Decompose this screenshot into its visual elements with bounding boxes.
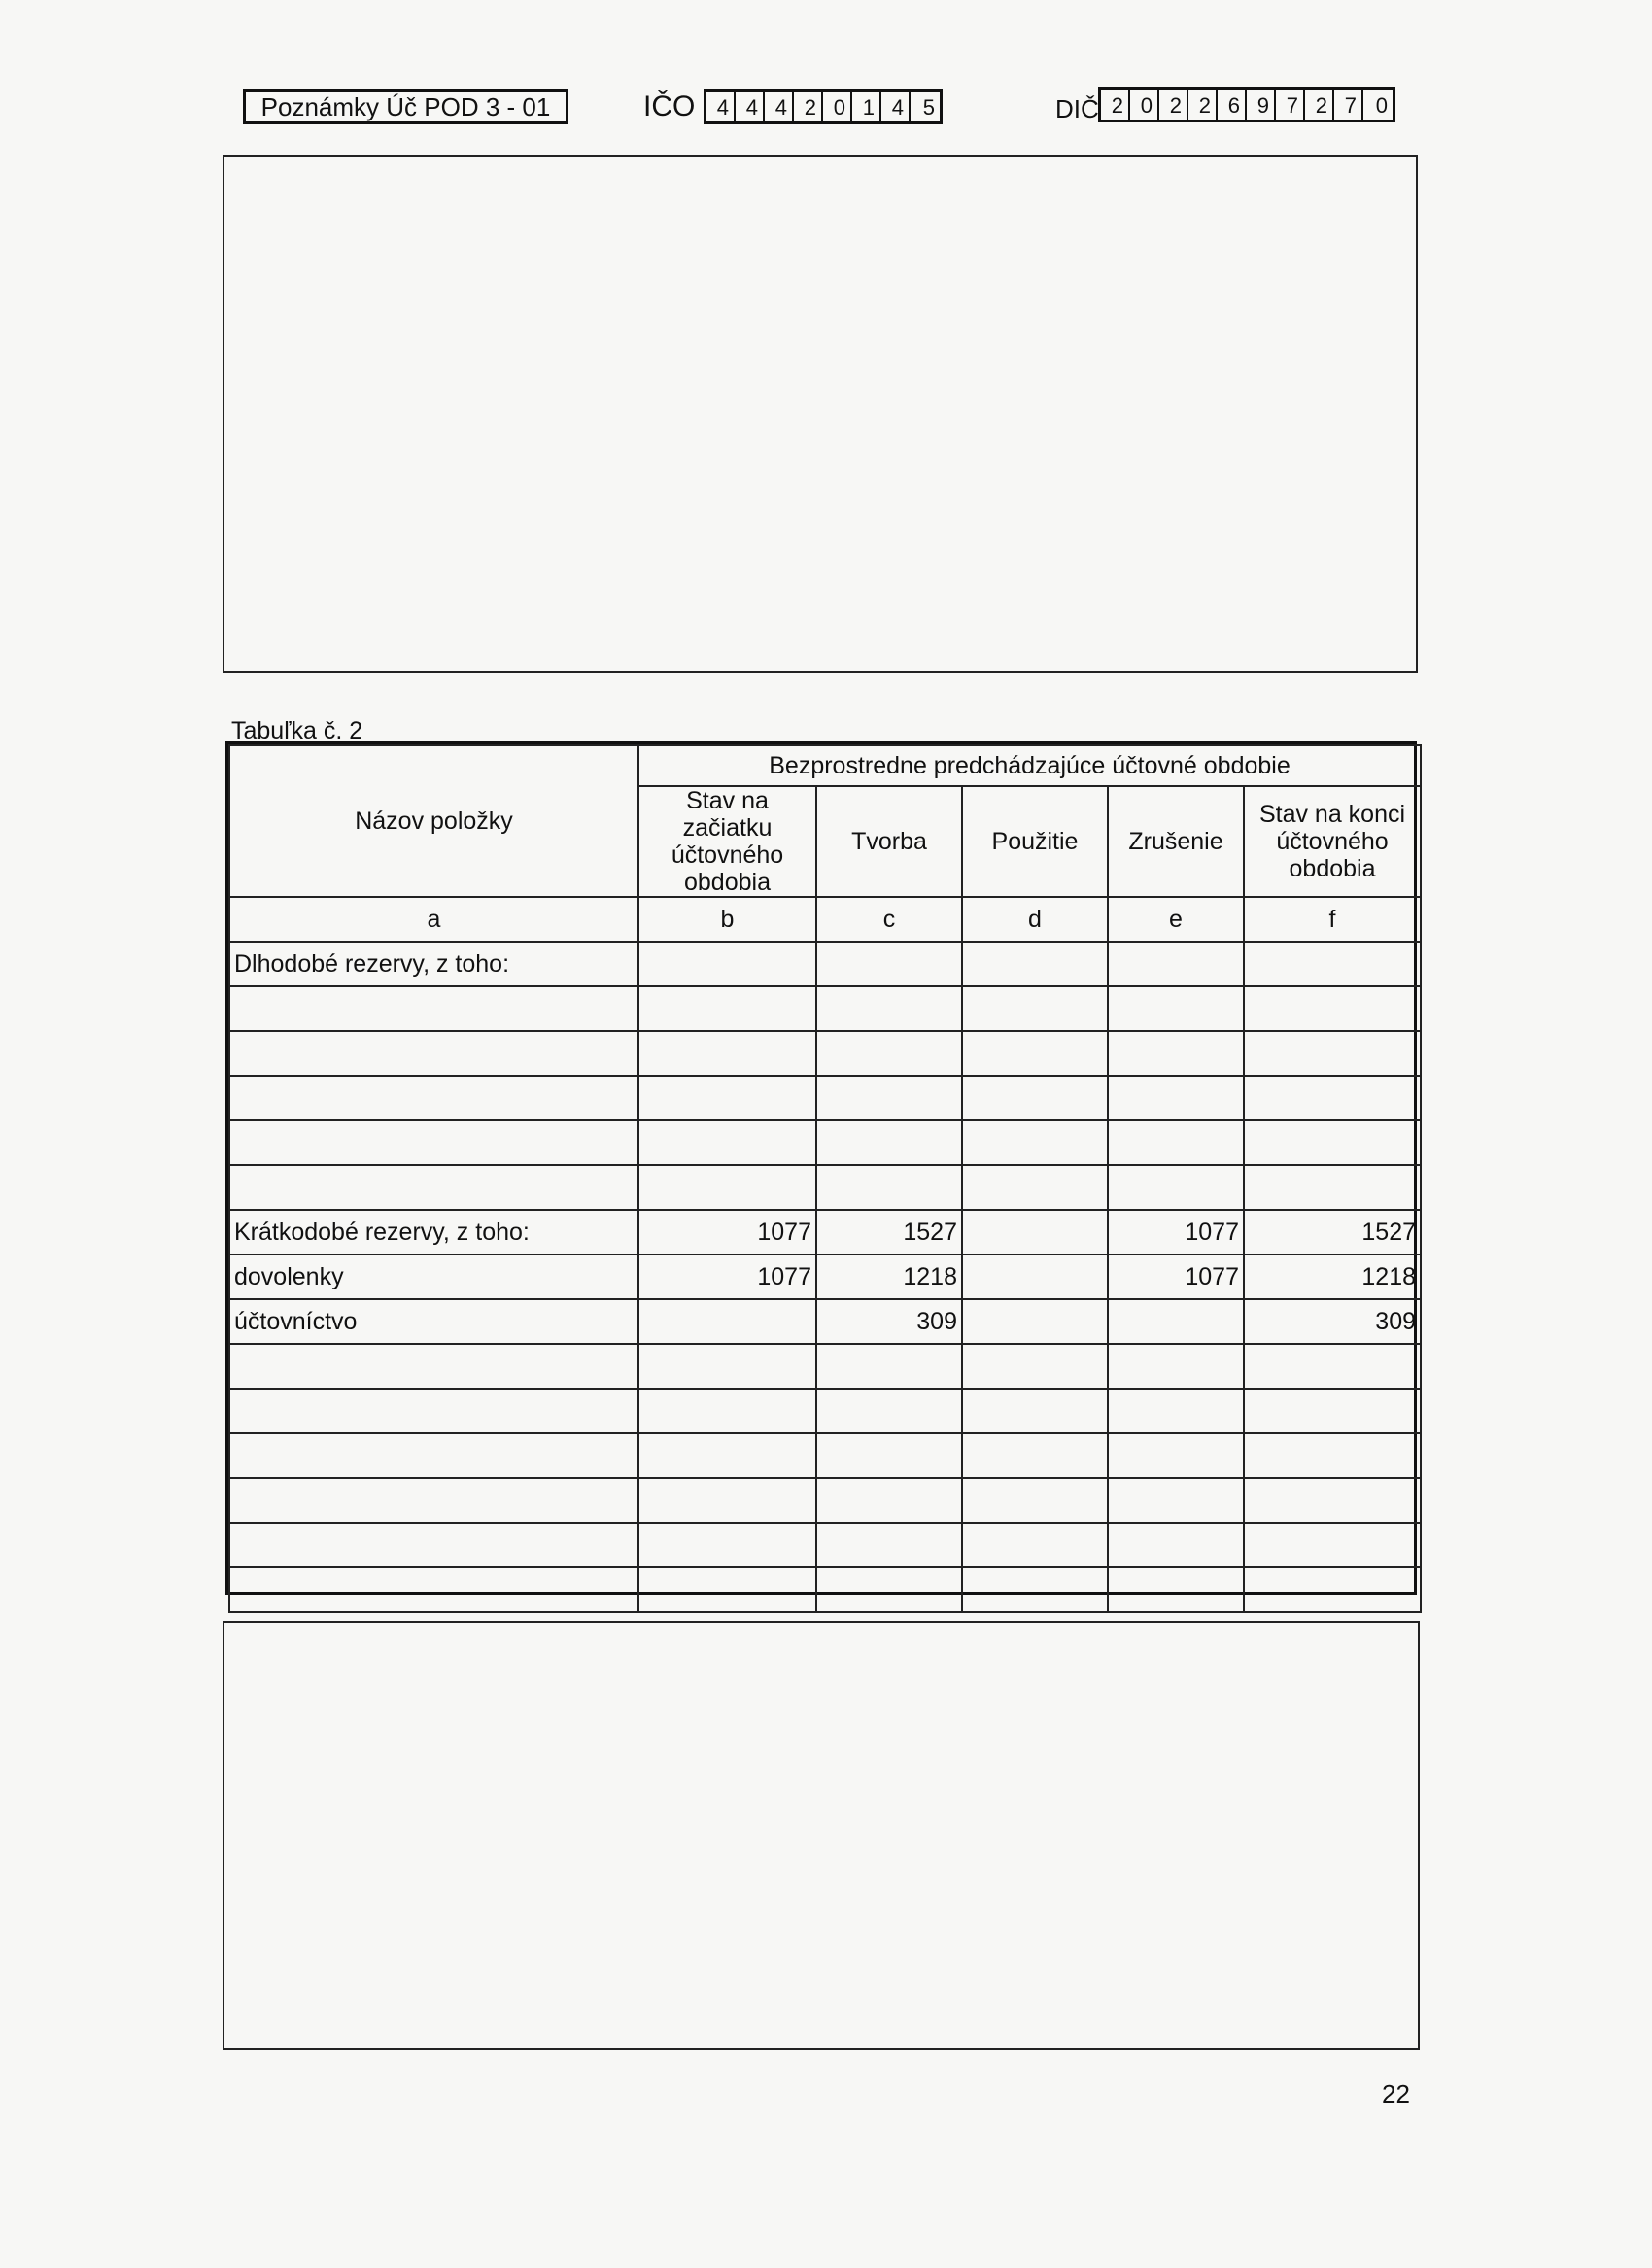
- value-cell: [1108, 1344, 1244, 1389]
- value-cell: [816, 1165, 962, 1210]
- value-cell: [1244, 1120, 1421, 1165]
- value-cell: [816, 1433, 962, 1478]
- value-cell: [816, 942, 962, 986]
- row-name-cell: [229, 1567, 638, 1612]
- notes-text-area-bottom[interactable]: [223, 1621, 1420, 2050]
- row-name-cell: [229, 1120, 638, 1165]
- ico-digit: 4: [881, 92, 911, 121]
- column-letter: e: [1108, 897, 1244, 942]
- value-cell: [638, 1031, 816, 1076]
- value-cell: [638, 1389, 816, 1433]
- dic-digit: 7: [1334, 90, 1363, 120]
- table-caption: Tabuľka č. 2: [231, 717, 363, 744]
- value-cell: [1244, 1433, 1421, 1478]
- row-name-cell: [229, 986, 638, 1031]
- table-row: [229, 1120, 1421, 1165]
- column-letter: a: [229, 897, 638, 942]
- value-cell: [816, 1567, 962, 1612]
- row-name-cell: účtovníctvo: [229, 1299, 638, 1344]
- value-cell: [1244, 1389, 1421, 1433]
- value-cell: [816, 1120, 962, 1165]
- value-cell: 1218: [816, 1254, 962, 1299]
- table-row: [229, 1031, 1421, 1076]
- value-cell: [962, 1120, 1108, 1165]
- row-name-cell: [229, 1523, 638, 1567]
- ico-digit: 5: [922, 95, 935, 120]
- value-cell: [1244, 1165, 1421, 1210]
- value-cell: [816, 1031, 962, 1076]
- value-cell: [1108, 1120, 1244, 1165]
- value-cell: [638, 1478, 816, 1523]
- value-cell: [962, 1389, 1108, 1433]
- table-row: [229, 1478, 1421, 1523]
- value-cell: [1108, 1567, 1244, 1612]
- value-cell: [638, 1344, 816, 1389]
- value-cell: [638, 1299, 816, 1344]
- table-row: [229, 1523, 1421, 1567]
- value-cell: [1244, 1567, 1421, 1612]
- ico-digit: 4: [706, 92, 736, 121]
- dic-digit: 2: [1159, 90, 1188, 120]
- form-identifier: Poznámky Úč POD 3 - 01: [243, 89, 568, 124]
- table-row: [229, 1254, 1421, 1299]
- column-header: Zrušenie: [1108, 786, 1244, 897]
- value-cell: [638, 986, 816, 1031]
- value-cell: 1218: [1244, 1254, 1421, 1299]
- column-letter: b: [638, 897, 816, 942]
- value-cell: [638, 1120, 816, 1165]
- dic-digit: 9: [1247, 90, 1276, 120]
- value-cell: [1108, 1299, 1244, 1344]
- reserves-table: [225, 741, 1417, 1595]
- value-cell: 1527: [816, 1210, 962, 1254]
- value-cell: [816, 986, 962, 1031]
- value-cell: [816, 1389, 962, 1433]
- name-column-header: Názov položky: [229, 745, 638, 897]
- value-cell: [1108, 942, 1244, 986]
- value-cell: [1108, 986, 1244, 1031]
- row-name-cell: dovolenky: [229, 1254, 638, 1299]
- notes-text-area-top[interactable]: [223, 155, 1418, 673]
- column-header: Použitie: [962, 786, 1108, 897]
- value-cell: [638, 1165, 816, 1210]
- value-cell: [1108, 1478, 1244, 1523]
- row-name-cell: [229, 1433, 638, 1478]
- value-cell: [1108, 1165, 1244, 1210]
- dic-digit: 7: [1276, 90, 1305, 120]
- row-name-cell: [229, 1076, 638, 1120]
- period-header: Bezprostredne predchádzajúce účtovné obdobie: [638, 745, 1421, 786]
- value-cell: 1077: [1108, 1254, 1244, 1299]
- value-cell: [638, 942, 816, 986]
- dic-digit: 0: [1130, 90, 1159, 120]
- ico-digit: 0: [823, 92, 852, 121]
- value-cell: [1244, 1344, 1421, 1389]
- dic-digit: 0: [1375, 93, 1388, 118]
- value-cell: [816, 1523, 962, 1567]
- row-name-cell: Dlhodobé rezervy, z toho:: [229, 942, 638, 986]
- column-header: Stav na začiatku účtovného obdobia: [638, 786, 816, 897]
- value-cell: [962, 1523, 1108, 1567]
- table-row: [229, 986, 1421, 1031]
- row-name-cell: Krátkodobé rezervy, z toho:: [229, 1210, 638, 1254]
- value-cell: [638, 1433, 816, 1478]
- ico-digit: 4: [736, 92, 765, 121]
- column-letter: d: [962, 897, 1108, 942]
- table-row: [229, 1165, 1421, 1210]
- row-name-cell: [229, 1389, 638, 1433]
- value-cell: [962, 1031, 1108, 1076]
- table-row: [229, 1076, 1421, 1120]
- value-cell: [816, 1076, 962, 1120]
- value-cell: 1077: [638, 1254, 816, 1299]
- table-row: [229, 942, 1421, 986]
- value-cell: [1108, 1076, 1244, 1120]
- row-name-cell: [229, 1031, 638, 1076]
- page-number: 22: [1382, 2079, 1410, 2109]
- value-cell: [962, 986, 1108, 1031]
- value-cell: 309: [1244, 1299, 1421, 1344]
- dic-digit-boxes: [1098, 87, 1395, 122]
- ico-digit-boxes: [704, 89, 943, 124]
- value-cell: [816, 1478, 962, 1523]
- ico-digit: 4: [765, 92, 794, 121]
- row-name-cell: [229, 1165, 638, 1210]
- value-cell: [638, 1076, 816, 1120]
- table-row: [229, 1299, 1421, 1344]
- value-cell: [1244, 1076, 1421, 1120]
- column-header: Stav na konci účtovného obdobia: [1244, 786, 1421, 897]
- value-cell: [962, 1210, 1108, 1254]
- dic-digit: 6: [1218, 90, 1247, 120]
- table-row: [229, 1389, 1421, 1433]
- value-cell: 1527: [1244, 1210, 1421, 1254]
- value-cell: 1077: [638, 1210, 816, 1254]
- value-cell: [962, 1254, 1108, 1299]
- value-cell: [962, 1433, 1108, 1478]
- value-cell: [1108, 1433, 1244, 1478]
- value-cell: [962, 1299, 1108, 1344]
- value-cell: [1108, 1389, 1244, 1433]
- value-cell: [638, 1567, 816, 1612]
- dic-digit: 2: [1305, 90, 1334, 120]
- value-cell: [638, 1523, 816, 1567]
- value-cell: [962, 942, 1108, 986]
- table-row: [229, 1344, 1421, 1389]
- value-cell: 309: [816, 1299, 962, 1344]
- value-cell: [962, 1165, 1108, 1210]
- ico-digit: 2: [794, 92, 823, 121]
- ico-label: IČO: [643, 90, 696, 122]
- table-row: [229, 1567, 1421, 1612]
- value-cell: [962, 1076, 1108, 1120]
- table-row: [229, 1210, 1421, 1254]
- column-letter: c: [816, 897, 962, 942]
- value-cell: [962, 1344, 1108, 1389]
- value-cell: [816, 1344, 962, 1389]
- value-cell: [1108, 1031, 1244, 1076]
- value-cell: [962, 1567, 1108, 1612]
- table-row: [229, 1433, 1421, 1478]
- column-letter: f: [1244, 897, 1421, 942]
- dic-digit: 2: [1188, 90, 1218, 120]
- value-cell: 1077: [1108, 1210, 1244, 1254]
- row-name-cell: [229, 1478, 638, 1523]
- value-cell: [1244, 942, 1421, 986]
- value-cell: [1244, 1031, 1421, 1076]
- value-cell: [1244, 1523, 1421, 1567]
- value-cell: [1244, 986, 1421, 1031]
- column-header: Tvorba: [816, 786, 962, 897]
- row-name-cell: [229, 1344, 638, 1389]
- value-cell: [1244, 1478, 1421, 1523]
- ico-digit: 1: [852, 92, 881, 121]
- value-cell: [1108, 1523, 1244, 1567]
- dic-label: DIČ: [1055, 94, 1099, 123]
- value-cell: [962, 1478, 1108, 1523]
- dic-digit: 2: [1101, 90, 1130, 120]
